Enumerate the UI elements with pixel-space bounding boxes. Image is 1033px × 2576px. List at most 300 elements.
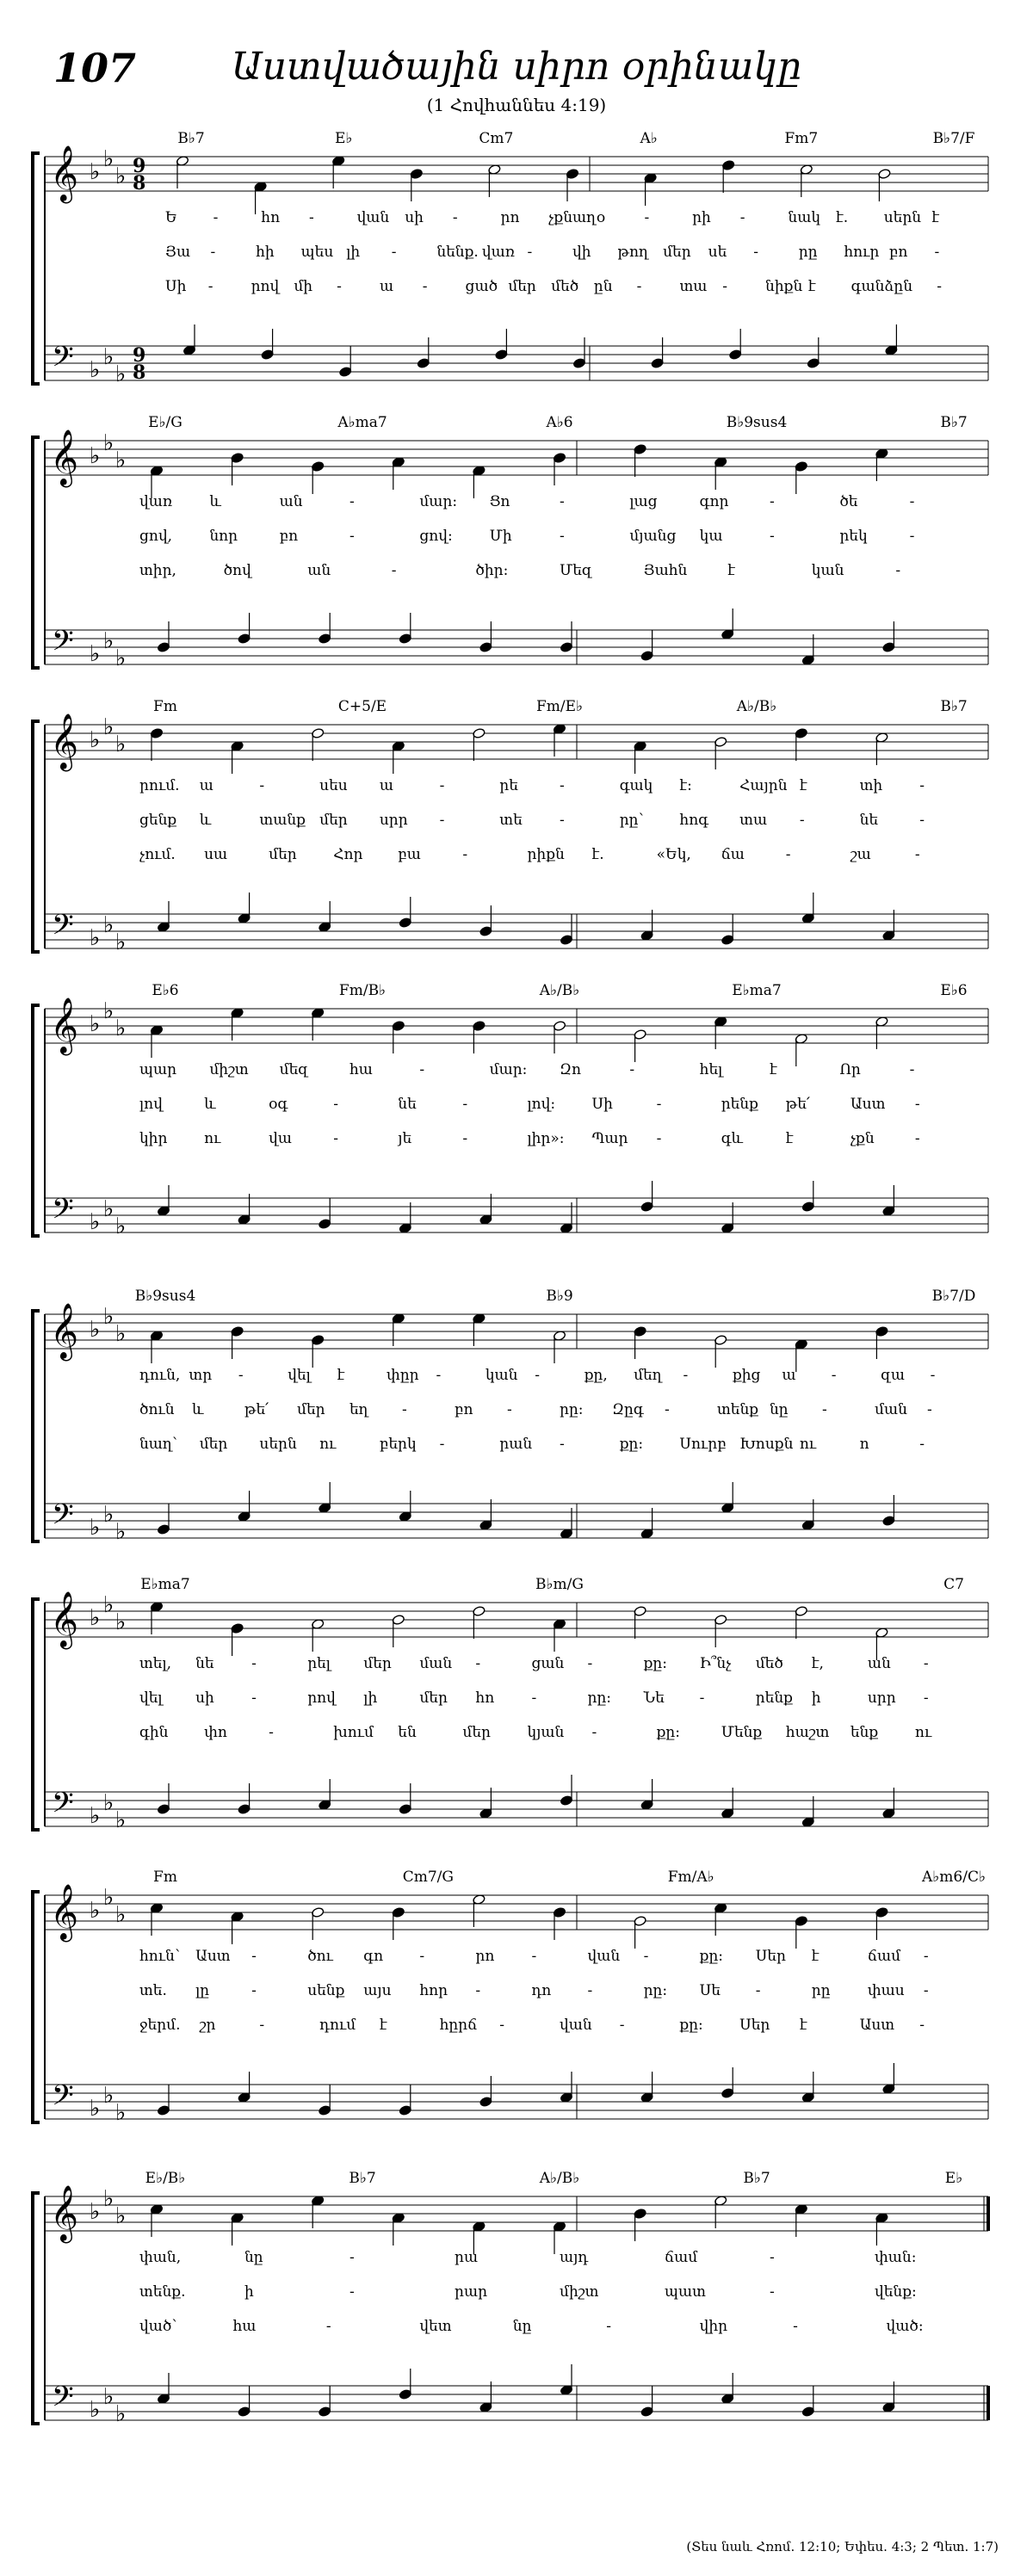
lyric-syllable: քը:: [699, 1948, 724, 1965]
chord-symbol: B♭9: [546, 1288, 573, 1305]
lyric-syllable: գանձ: [851, 278, 894, 295]
note-head: [807, 358, 820, 369]
lyric-syllable: -: [665, 1401, 670, 1418]
note-head: [312, 1907, 325, 1918]
lyric-syllable: -: [923, 1655, 929, 1672]
flat-icon: ♭: [103, 430, 114, 456]
flat-icon: ♭: [115, 1016, 127, 1041]
lyric-syllable: բո: [888, 244, 908, 261]
treble-clef-icon: 𝄞: [50, 1884, 79, 1940]
flat-icon: ♭: [103, 146, 114, 172]
chord-symbol: A♭/B♭: [539, 2170, 580, 2187]
lyric-syllable: -: [909, 493, 915, 510]
treble-clef-icon: 𝄞: [50, 145, 79, 201]
lyric-syllable: ճամ: [665, 2249, 698, 2266]
lyric-syllable: -: [391, 562, 397, 579]
chord-symbol: Fm/A♭: [667, 1869, 714, 1886]
lyric-syllable: -: [560, 1436, 565, 1453]
lyric-syllable: վիր: [699, 2318, 728, 2335]
lyric-syllable: ու: [799, 1436, 817, 1453]
lyric-syllable: ա: [379, 777, 393, 794]
lyric-syllable: րար: [455, 2283, 488, 2301]
flat-icon: ♭: [90, 1317, 101, 1343]
chord-symbol: B♭7/F: [932, 130, 975, 147]
lyric-syllable: -: [419, 1061, 425, 1078]
lyric-syllable: Որ: [839, 1061, 861, 1078]
music-system: [0, 405, 1033, 689]
footer-references: (Տես նաև Հռոմ. 12:10; Եփես. 4:3; 2 Պետ. 1:7): [686, 2539, 999, 2554]
lyric-syllable: -: [560, 528, 565, 545]
flat-icon: ♭: [103, 2384, 114, 2410]
lyric-syllable: պես: [300, 244, 334, 261]
lyric-syllable: ցան: [531, 1655, 565, 1672]
lyric-syllable: -: [251, 1948, 257, 1965]
flat-icon: ♭: [115, 164, 127, 189]
lyric-syllable: մի: [294, 278, 313, 295]
lyric-syllable: սես: [319, 777, 348, 794]
chord-symbol: A♭/B♭: [539, 982, 580, 999]
lyric-syllable: քը:: [656, 1724, 680, 1741]
music-system: [0, 1566, 1033, 1850]
bass-clef-icon: 𝄢: [52, 909, 74, 948]
lyric-syllable: բո: [279, 528, 299, 545]
treble-clef-icon: 𝄞: [50, 713, 79, 769]
lyric-syllable: մեր: [297, 1401, 325, 1418]
lyric-syllable: գակ: [619, 777, 653, 794]
chord-symbol: E♭: [334, 130, 353, 147]
flat-icon: ♭: [103, 1502, 114, 1528]
lyric-syllable: շր: [199, 2017, 216, 2034]
note-head: [640, 2406, 653, 2418]
lyric-syllable: չքն: [850, 1130, 875, 1147]
note-head: [399, 633, 411, 645]
flat-icon: ♭: [90, 1515, 101, 1541]
lyric-syllable: նե: [195, 1655, 214, 1672]
lyric-syllable: է,: [811, 1655, 824, 1672]
lyric-syllable: րել: [307, 1655, 331, 1672]
chord-symbol: C+5/E: [337, 698, 387, 715]
note-head: [157, 642, 170, 653]
lyric-syllable: օ: [596, 209, 606, 226]
note-head: [231, 453, 244, 464]
note-head: [157, 1524, 170, 1535]
lyric-syllable: է: [799, 777, 807, 794]
lyric-syllable: ված՝: [139, 2318, 177, 2335]
lyric-syllable: հուն՝: [139, 1948, 181, 1965]
lyric-syllable: է.: [836, 209, 849, 226]
lyric-syllable: հա: [349, 1061, 373, 1078]
chord-symbol: B♭9sus4: [726, 414, 788, 431]
lyric-syllable: տե: [499, 812, 523, 829]
lyric-syllable: մեր: [419, 1690, 448, 1707]
lyric-syllable: -: [937, 278, 942, 295]
lyric-syllable: վետ: [419, 2318, 452, 2335]
lyric-syllable: Աստ: [195, 1948, 231, 1965]
lyric-syllable: Աստ: [859, 2017, 895, 2034]
lyric-syllable: են: [398, 1724, 417, 1741]
lyric-syllable: փաս: [867, 1982, 905, 1999]
lyric-syllable: -: [462, 1096, 468, 1113]
chord-symbol: B♭7: [940, 698, 968, 715]
flat-icon: ♭: [90, 443, 101, 469]
lyric-syllable: վան: [356, 209, 390, 226]
note-head: [392, 1021, 405, 1032]
lyric-syllable: սրր: [379, 812, 408, 829]
lyric-syllable: -: [930, 1367, 936, 1384]
lyric-syllable: մեզ: [279, 1061, 308, 1078]
lyric-syllable: սենք: [307, 1982, 345, 1999]
note-head: [479, 642, 492, 653]
lyric-syllable: ճա: [721, 846, 745, 863]
lyric-syllable: -: [919, 777, 925, 794]
lyric-syllable: մեր: [508, 278, 536, 295]
lyric-syllable: ցով:: [419, 528, 453, 545]
note-head: [882, 1516, 895, 1527]
lyric-syllable: րով: [251, 278, 280, 295]
note-head: [399, 917, 411, 929]
lyric-syllable: -: [333, 1130, 338, 1147]
lyric-syllable: ըն: [593, 278, 613, 295]
lyric-syllable: ան: [867, 1655, 891, 1672]
lyric-syllable: հոր: [419, 1982, 448, 1999]
flat-icon: ♭: [103, 1592, 114, 1618]
lyric-syllable: ո: [859, 1436, 869, 1453]
lyric-syllable: ան: [279, 493, 303, 510]
lyric-syllable: -: [422, 278, 428, 295]
system-staves: [0, 689, 1033, 973]
lyric-syllable: տենք: [717, 1401, 759, 1418]
bass-clef-icon: 𝄢: [52, 1498, 74, 1538]
lyric-syllable: -: [475, 1982, 481, 1999]
lyric-syllable: -: [629, 1061, 635, 1078]
flat-icon: ♭: [103, 344, 114, 370]
note-head: [157, 1804, 170, 1815]
note-head: [875, 1326, 888, 1337]
note-head: [640, 651, 653, 662]
chord-symbol: Fm/B♭: [338, 982, 387, 999]
note-head: [473, 728, 486, 739]
music-system: [0, 120, 1033, 405]
lyric-syllable: ծիր:: [475, 562, 509, 579]
lyric-syllable: ի: [244, 2283, 254, 2301]
chord-symbol: Cm7: [479, 130, 514, 147]
lyric-syllable: -: [822, 1401, 827, 1418]
lyric-syllable: փան,: [139, 2249, 182, 2266]
chord-symbol: A♭6: [546, 414, 573, 431]
lyric-syllable: -: [259, 777, 265, 794]
note-head: [231, 1623, 244, 1634]
note-head: [634, 444, 646, 455]
flat-icon: ♭: [115, 1609, 127, 1635]
flat-icon: ♭: [90, 641, 101, 667]
flat-icon: ♭: [115, 1519, 127, 1545]
lyric-syllable: նիքն: [765, 278, 803, 295]
lyric-syllable: -: [531, 1690, 537, 1707]
lyric-syllable: միշտ: [209, 1061, 249, 1078]
lyric-syllable: յե: [398, 1130, 412, 1147]
system-staves: [0, 120, 1033, 405]
flat-icon: ♭: [90, 159, 101, 185]
lyric-syllable: խում: [333, 1724, 374, 1741]
lyric-syllable: պար: [139, 1061, 177, 1078]
lyric-syllable: ու: [914, 1724, 932, 1741]
lyric-syllable: -: [722, 278, 728, 295]
lyric-syllable: րո: [500, 209, 520, 226]
lyric-syllable: ցած: [465, 278, 498, 295]
note-head: [417, 358, 430, 369]
flat-icon: ♭: [90, 727, 101, 753]
flat-icon: ♭: [115, 732, 127, 757]
flat-icon: ♭: [115, 2100, 127, 2126]
lyric-syllable: -: [919, 1436, 925, 1453]
lyric-syllable: նը: [244, 2249, 263, 2266]
lyric-syllable: սի: [195, 1690, 214, 1707]
flat-icon: ♭: [115, 2203, 127, 2229]
lyric-syllable: -: [923, 1690, 929, 1707]
treble-clef-icon: 𝄞: [50, 2185, 79, 2241]
lyric-syllable: րը: [798, 244, 818, 261]
lyric-syllable: Աստ: [850, 1096, 886, 1113]
lyric-syllable: -: [770, 528, 775, 545]
flat-icon: ♭: [90, 2096, 101, 2122]
lyric-syllable: պատ: [665, 2283, 706, 2301]
chord-symbol: Fm/E♭: [535, 698, 584, 715]
lyric-syllable: վա: [269, 1130, 292, 1147]
lyric-syllable: ված:: [886, 2318, 924, 2335]
lyric-syllable: գոր: [699, 493, 729, 510]
lyric-syllable: վի: [572, 244, 591, 261]
note-head: [392, 1907, 405, 1918]
lyric-syllable: -: [560, 777, 565, 794]
lyric-syllable: դո: [531, 1982, 552, 1999]
chord-symbol: B♭7/D: [931, 1288, 976, 1305]
lyric-syllable: լաց: [629, 493, 658, 510]
lyric-syllable: րան: [499, 1436, 533, 1453]
lyric-syllable: -: [439, 777, 445, 794]
note-head: [479, 926, 492, 937]
system-staves: [0, 973, 1033, 1257]
lyric-syllable: -: [644, 209, 650, 226]
lyric-syllable: -: [527, 244, 533, 261]
lyric-syllable: Խոսքն: [739, 1436, 794, 1453]
lyric-syllable: -: [587, 1655, 593, 1672]
bass-clef-icon: 𝄢: [52, 1193, 74, 1232]
lyric-syllable: -: [499, 2017, 505, 2034]
flat-icon: ♭: [115, 1807, 127, 1833]
note-head: [714, 1335, 727, 1346]
lyric-syllable: մեր: [199, 1436, 228, 1453]
lyric-syllable: է: [379, 2017, 387, 2034]
lyric-syllable: -: [210, 244, 216, 261]
chord-symbol: B♭7: [743, 2170, 770, 2187]
note-head: [339, 367, 352, 378]
note-head: [238, 633, 251, 645]
lyric-syllable: նե: [398, 1096, 417, 1113]
flat-icon: ♭: [115, 448, 127, 473]
note-head: [410, 169, 423, 180]
bass-clef-icon: 𝄢: [52, 341, 74, 380]
lyric-syllable: սերն: [883, 209, 922, 226]
flat-icon: ♭: [115, 1214, 127, 1239]
lyric-syllable: մար:: [489, 1061, 528, 1078]
chord-symbol: E♭: [944, 2170, 963, 2187]
lyric-syllable: գև: [721, 1130, 743, 1147]
bass-clef-icon: 𝄢: [52, 625, 74, 664]
lyric-syllable: Հոր: [333, 846, 363, 863]
lyric-syllable: -: [799, 812, 805, 829]
chord-symbol: Fm: [153, 698, 177, 715]
lyric-syllable: -: [251, 1690, 257, 1707]
flat-icon: ♭: [115, 930, 127, 955]
flat-icon: ♭: [103, 1196, 114, 1222]
lyric-syllable: լի: [346, 244, 361, 261]
lyric-syllable: ծուն: [139, 1401, 175, 1418]
chord-symbol: A♭: [640, 130, 658, 147]
lyric-syllable: տել,: [139, 1655, 172, 1672]
lyric-syllable: վել: [288, 1367, 311, 1384]
flat-icon: ♭: [90, 1209, 101, 1235]
flat-icon: ♭: [115, 2401, 127, 2427]
lyric-syllable: րո: [475, 1948, 495, 1965]
note-head: [473, 1021, 486, 1032]
lyric-syllable: մեղ: [634, 1367, 662, 1384]
lyric-syllable: -: [535, 1367, 541, 1384]
lyric-syllable: կա: [699, 528, 723, 545]
treble-clef-icon: 𝄞: [50, 1591, 79, 1647]
lyric-syllable: ջերմ.: [139, 2017, 181, 2034]
lyric-syllable: -: [560, 493, 565, 510]
note-head: [560, 935, 572, 946]
lyric-syllable: -: [914, 846, 920, 863]
lyric-syllable: գին: [139, 1724, 169, 1741]
bass-clef-icon: 𝄢: [52, 2079, 74, 2119]
lyric-syllable: ծե: [839, 493, 858, 510]
lyric-syllable: է:: [679, 777, 692, 794]
lyric-syllable: ան: [307, 562, 331, 579]
lyric-syllable: գո: [363, 1948, 384, 1965]
lyric-syllable: -: [656, 1096, 662, 1113]
lyric-syllable: նենք.: [436, 244, 479, 261]
lyric-syllable: վան: [560, 2017, 592, 2034]
lyric-syllable: -: [909, 1061, 915, 1078]
note-head: [319, 2105, 331, 2116]
chord-symbol: Fm: [153, 1869, 177, 1886]
lyric-syllable: միշտ: [560, 2283, 599, 2301]
lyric-syllable: րը:: [643, 1982, 668, 1999]
lyric-syllable: Յահն: [643, 562, 688, 579]
lyric-syllable: սերն: [259, 1436, 297, 1453]
lyric-syllable: -: [683, 1367, 689, 1384]
note-head: [553, 1021, 566, 1032]
chord-symbol: E♭6: [940, 982, 968, 999]
lyric-syllable: սի: [405, 209, 424, 226]
note-head: [399, 2389, 411, 2400]
lyric-syllable: -: [793, 2318, 798, 2335]
music-system: [0, 1859, 1033, 2143]
lyric-syllable: հաշտ: [785, 1724, 830, 1741]
system-staves: [0, 1278, 1033, 1562]
lyric-syllable: է.: [591, 846, 604, 863]
lyric-syllable: ծով: [223, 562, 251, 579]
lyric-syllable: -: [909, 528, 915, 545]
lyric-syllable: հուր: [844, 244, 880, 261]
lyric-syllable: -: [462, 1130, 468, 1147]
lyric-syllable: կյան: [527, 1724, 565, 1741]
lyric-syllable: -: [238, 1367, 244, 1384]
note-head: [634, 1606, 646, 1617]
lyric-syllable: «Եկ,: [656, 846, 691, 863]
lyric-syllable: ցենք: [139, 812, 177, 829]
lyric-syllable: է: [807, 278, 816, 295]
flat-icon: ♭: [103, 714, 114, 740]
lyric-syllable: -: [923, 1948, 929, 1965]
chord-symbol: A♭m6/C♭: [922, 1869, 986, 1886]
lyric-syllable: լի: [363, 1690, 378, 1707]
note-head: [801, 2406, 814, 2418]
flat-icon: ♭: [103, 1304, 114, 1330]
lyric-syllable: Յա: [165, 244, 191, 261]
lyric-syllable: մեր: [363, 1655, 392, 1672]
lyric-syllable: րը: [811, 1982, 831, 1999]
lyric-syllable: նը: [770, 1401, 789, 1418]
flat-icon: ♭: [103, 2083, 114, 2109]
lyric-syllable: Նե: [643, 1690, 665, 1707]
lyric-syllable: -: [656, 1130, 662, 1147]
lyric-syllable: բո: [455, 1401, 473, 1418]
note-head: [651, 358, 664, 369]
flat-icon: ♭: [90, 2397, 101, 2423]
music-system: [0, 689, 1033, 973]
lyric-syllable: ըն: [894, 278, 913, 295]
note-head: [572, 358, 585, 369]
lyric-syllable: -: [439, 1436, 445, 1453]
note-head: [261, 349, 274, 361]
note-head: [231, 1326, 244, 1337]
note-head: [566, 169, 578, 180]
lyric-syllable: Սեր: [755, 1948, 786, 1965]
music-system: [0, 973, 1033, 1257]
chord-symbol: B♭m/G: [535, 1576, 584, 1593]
lyric-syllable: -: [753, 244, 758, 261]
note-head: [238, 2406, 251, 2418]
treble-clef-icon: 𝄞: [50, 429, 79, 485]
lyric-syllable: րի: [692, 209, 711, 226]
note-head: [634, 1916, 646, 1927]
lyric-syllable: -: [587, 1982, 593, 1999]
lyric-syllable: -: [770, 2283, 775, 2301]
lyric-syllable: այդ: [560, 2249, 589, 2266]
lyric-syllable: -: [391, 244, 397, 261]
lyric-syllable: մար:: [419, 493, 458, 510]
chord-symbol: E♭/G: [148, 414, 182, 431]
lyric-syllable: բա: [398, 846, 421, 863]
note-head: [721, 2088, 734, 2099]
chord-symbol: B♭7: [177, 130, 205, 147]
lyric-syllable: րե: [499, 777, 518, 794]
lyric-syllable: չում.: [139, 846, 176, 863]
lyric-syllable: -: [439, 812, 445, 829]
chord-symbol: E♭/B♭: [145, 2170, 186, 2187]
note-head: [795, 1916, 807, 1927]
lyric-syllable: -: [934, 244, 940, 261]
flat-icon: ♭: [90, 1605, 101, 1631]
lyric-syllable: կան: [811, 562, 844, 579]
lyric-syllable: -: [606, 2318, 611, 2335]
lyric-syllable: բերկ: [379, 1436, 417, 1453]
lyric-syllable: նը: [512, 2318, 532, 2335]
flat-icon: ♭: [115, 1902, 127, 1928]
lyric-syllable: -: [636, 278, 642, 295]
